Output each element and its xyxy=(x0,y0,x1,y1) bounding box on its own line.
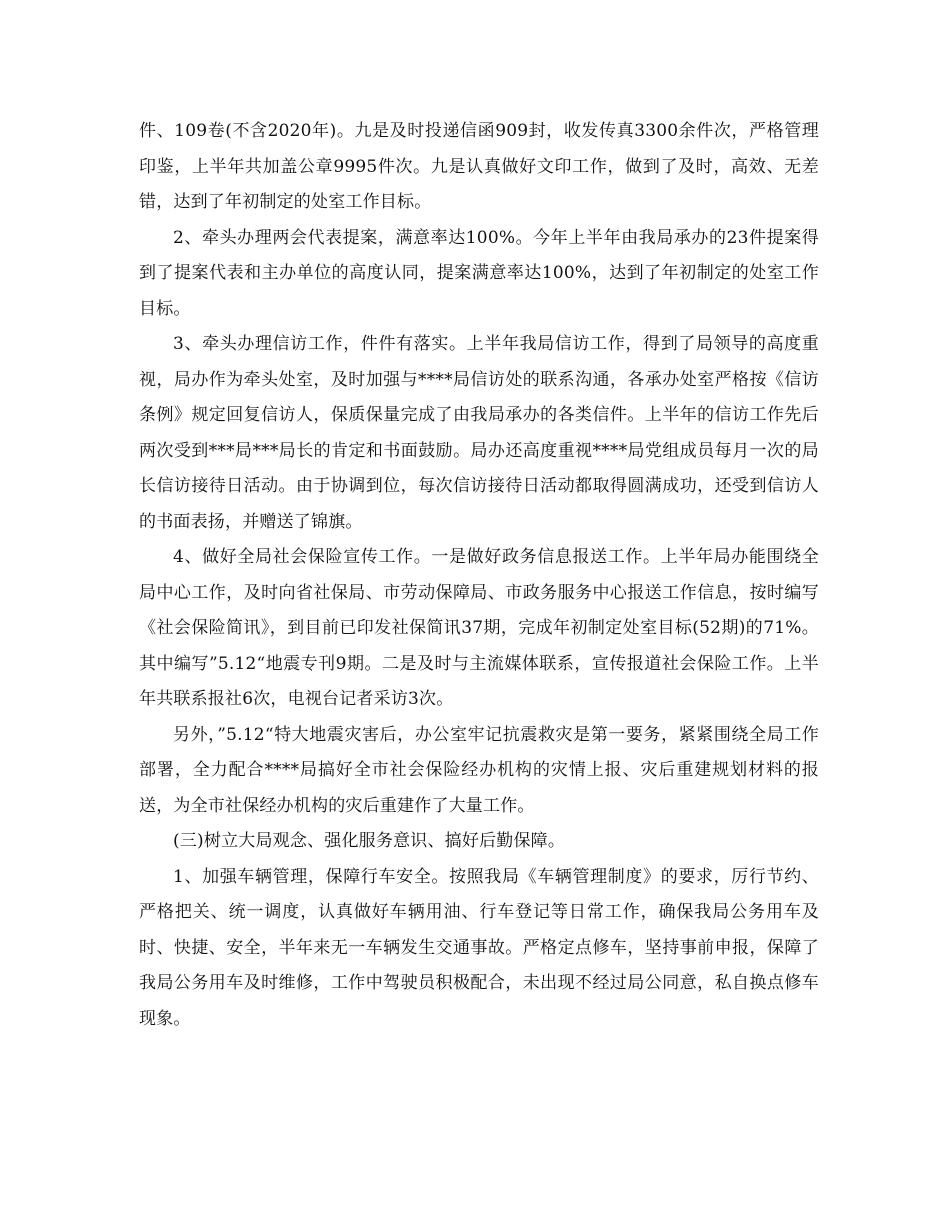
paragraph-1: 件、109卷(不含2020年)。九是及时投递信函909封，收发传真3300余件次，严格管理印鉴，上半年共加盖公章9995件次。九是认真做好文印工作，做到了及时，高效、无差错，达到了年初制定的处室工作目标。 xyxy=(139,121,819,212)
section-heading: (三)树立大局观念、强化服务意识、搞好后勤保障。 xyxy=(173,831,566,851)
document-body xyxy=(139,114,819,1037)
paragraph-3: 3、牵头办理信访工作，件件有落实。上半年我局信访工作，得到了局领导的高度重视，局办作为牵头处室，及时加强与****局信访处的联系沟通，各承办处室严格按《信访条例》规定回复信访人，保质保量完成了由我局承办的各类信件。上半年的信访工作先后两次受到***局***局长的肯定和书面鼓励。局办还高度重视****局党组成员每月一次的局长信访接待日活动。由于协调到位，每次信访接待日活动都取得圆满成功，还受到信访人的书面表扬，并赠送了锦旗。 xyxy=(139,334,819,532)
paragraph-5: 另外，”5.12“特大地震灾害后，办公室牢记抗震救灾是第一要务，紧紧围绕全局工作部署，全力配合****局搞好全市社会保险经办机构的灾情上报、灾后重建规划材料的报送，为全市社保经办机构的灾后重建作了大量工作。 xyxy=(139,724,819,816)
paragraph-4: 4、做好全局社会保险宣传工作。一是做好政务信息报送工作。上半年局办能围绕全局中心工作，及时向省社保局、市劳动保障局、市政务服务中心报送工作信息，按时编写《社会保险简讯》，到目前已印发社保简讯37期，完成年初制定处室目标(52期)的71%。其中编写”5.12“地震专刊9期。二是及时与主流媒体联系，宣传报道社会保险工作。上半年共联系报社6次，电视台记者采访3次。 xyxy=(139,547,819,709)
paragraph-2: 2、牵头办理两会代表提案，满意率达100%。今年上半年由我局承办的23件提案得到了提案代表和主办单位的高度认同，提案满意率达100%，达到了年初制定的处室工作目标。 xyxy=(139,227,819,319)
paragraph-7: 1、加强车辆管理，保障行车安全。按照我局《车辆管理制度》的要求，厉行节约、严格把关、统一调度，认真做好车辆用油、行车登记等日常工作，确保我局公务用车及时、快捷、安全，半年来无一车辆发生交通事故。严格定点修车，坚持事前申报，保障了我局公务用车及时维修，工作中驾驶员积极配合，未出现不经过局公同意，私自换点修车现象。 xyxy=(139,866,819,1029)
